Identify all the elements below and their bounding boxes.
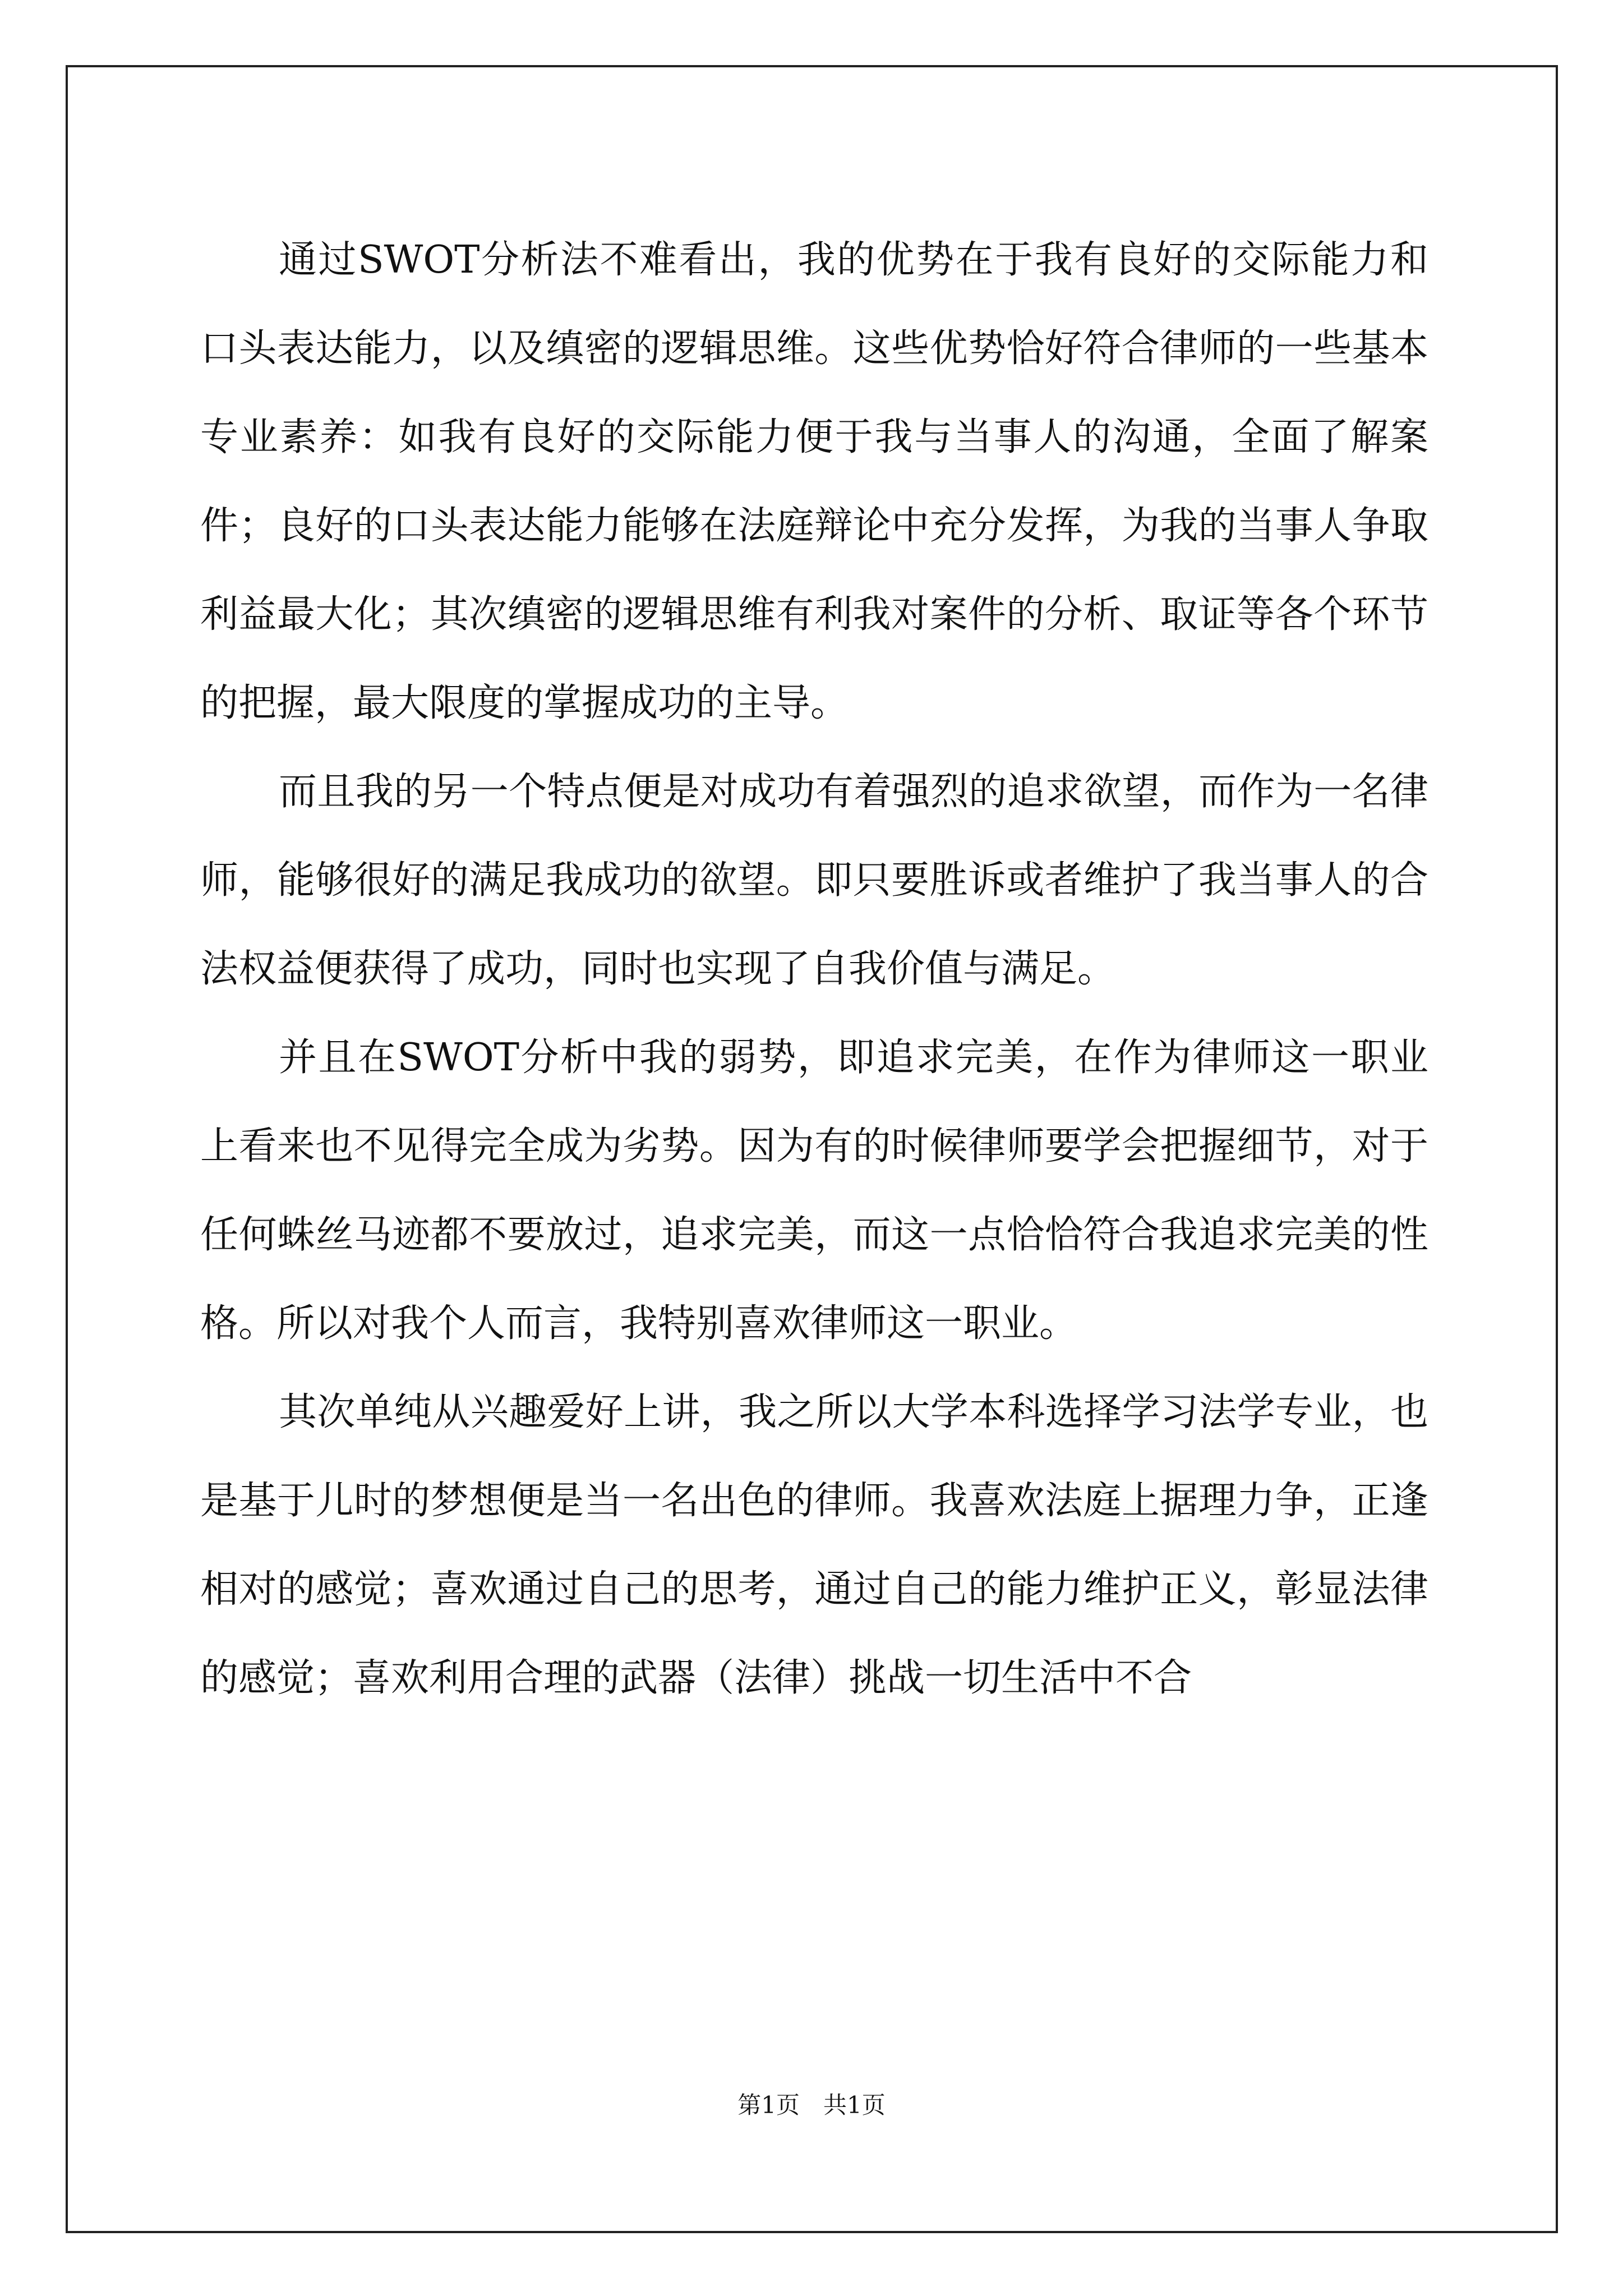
document-body [200,216,1428,1723]
paragraph-4: 其次单纯从兴趣爱好上讲，我之所以大学本科选择学习法学专业，也是基于儿时的梦想便是当一名出色的律师。我喜欢法庭上据理力争，正逢相对的感觉；喜欢通过自己的思考，通过自己的能力维护正义，彰显法律的感觉；喜欢利用合理的武器（法律）挑战一切生活中不合 [200,1390,1428,1700]
page-footer: 第1页 共1页 [737,2091,886,2119]
paragraph-2: 而且我的另一个特点便是对成功有着强烈的追求欲望，而作为一名律师，能够很好的满足我成功的欲望。即只要胜诉或者维护了我当事人的合法权益便获得了成功，同时也实现了自我价值与满足。 [200,770,1428,991]
paragraph-3: 并且在SWOT分析中我的弱势，即追求完美，在作为律师这一职业上看来也不见得完全成为劣势。因为有的时候律师要学会把握细节，对于任何蛛丝马迹都不要放过，追求完美，而这一点恰恰符合我追求完美的性格。所以对我个人而言，我特别喜欢律师这一职业。 [200,1036,1428,1346]
paragraph-1: 通过SWOT分析法不难看出，我的优势在于我有良好的交际能力和口头表达能力，以及缜密的逻辑思维。这些优势恰好符合律师的一些基本专业素养：如我有良好的交际能力便于我与当事人的沟通，全面了解案件；良好的口头表达能力能够在法庭辩论中充分发挥，为我的当事人争取利益最大化；其次缜密的逻辑思维有利我对案件的分析、取证等各个环节的把握，最大限度的掌握成功的主导。 [200,238,1428,725]
